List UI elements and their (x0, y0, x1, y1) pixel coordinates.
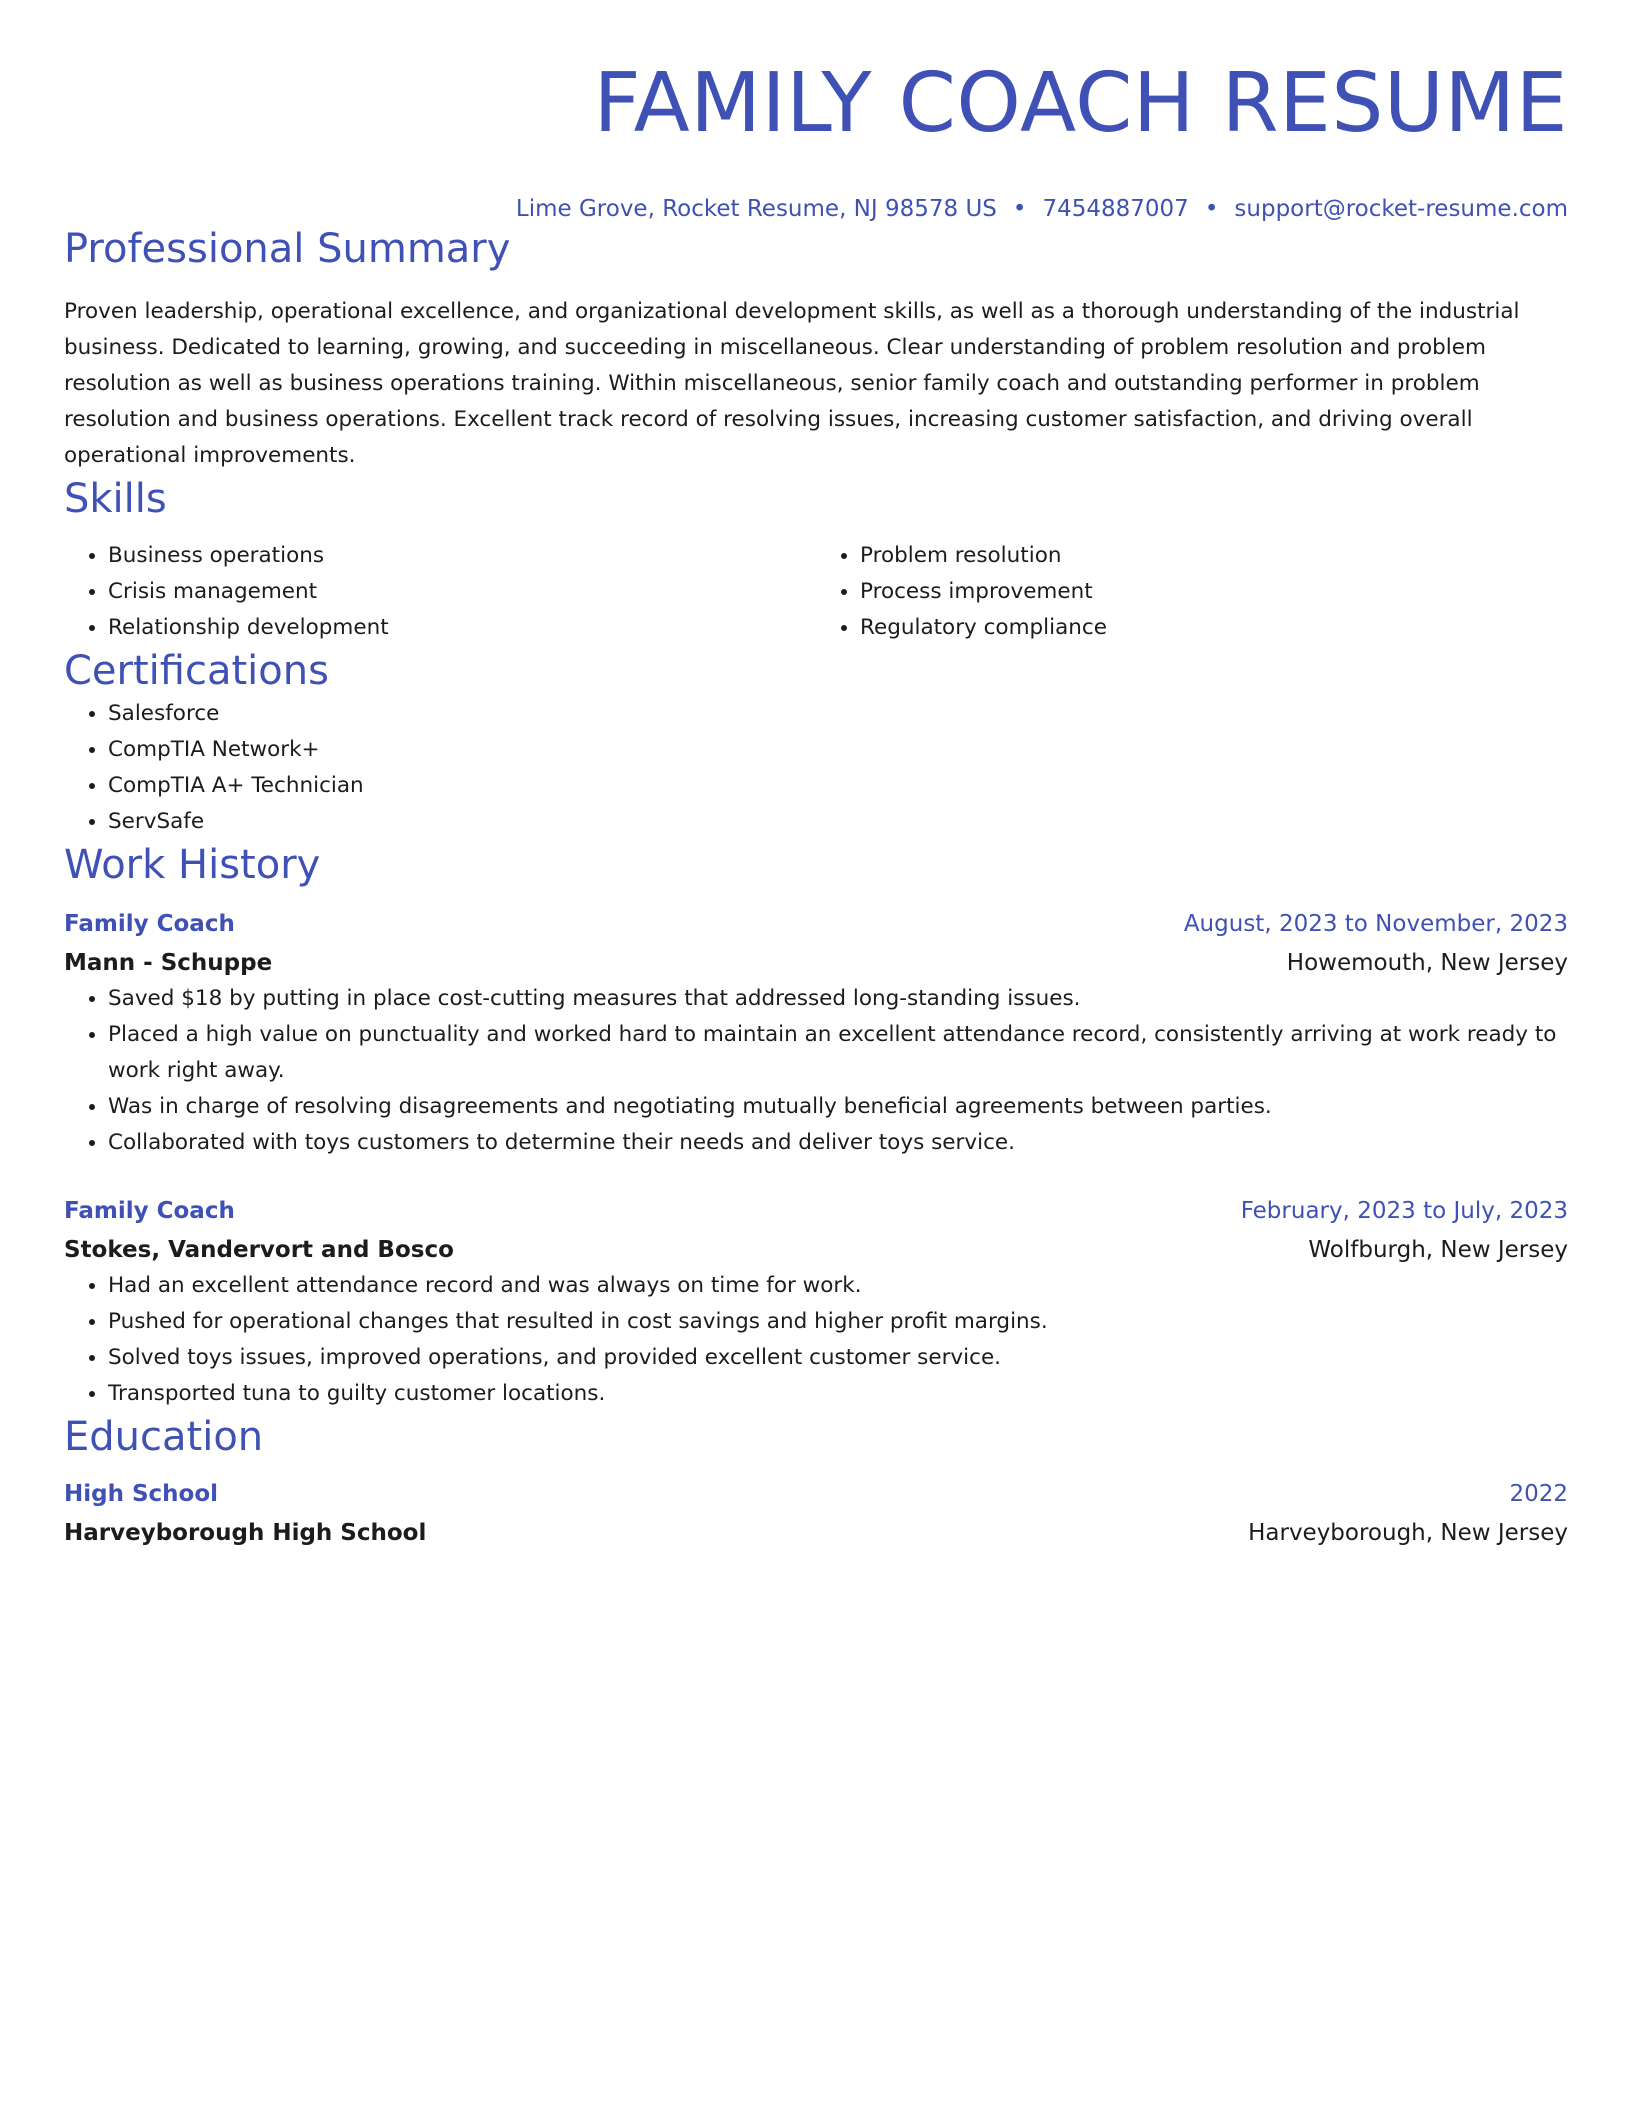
job-bullet: • Saved $18 by putting in place cost-cutting measures that addressed long-standing issues. (108, 981, 1568, 1017)
skill-item: • Problem resolution (860, 538, 1568, 574)
contact-email: support@rocket-resume.com (1234, 196, 1568, 222)
education-entry (64, 1476, 1568, 1551)
education-heading: Education (64, 1414, 264, 1460)
job-bullet: • Solved toys issues, improved operations, and provided excellent customer service. (108, 1340, 1568, 1376)
skills-heading: Skills (64, 476, 167, 522)
job-title: Family Coach (64, 1198, 235, 1224)
education-degree: High School (64, 1481, 219, 1507)
job-dates: August, 2023 to November, 2023 (1183, 911, 1568, 937)
certification-item: • CompTIA Network+ (108, 732, 1568, 768)
skills-list-right (816, 538, 1568, 646)
job-title: Family Coach (64, 911, 235, 937)
job-bullet: • Pushed for operational changes that resulted in cost savings and higher profit margins. (108, 1304, 1568, 1340)
contact-separator: • (1204, 196, 1219, 222)
skill-item: • Relationship development (108, 610, 816, 646)
skill-item: • Regulatory compliance (860, 610, 1568, 646)
skill-item: • Business operations (108, 538, 816, 574)
education-year: 2022 (1509, 1481, 1568, 1507)
job-bullet: • Transported tuna to guilty customer locations. (108, 1376, 1568, 1412)
contact-phone: 7454887007 (1042, 196, 1189, 222)
contact-address: Lime Grove, Rocket Resume, NJ 98578 US (515, 196, 997, 222)
job-bullet: • Had an excellent attendance record and was always on time for work. (108, 1268, 1568, 1304)
work-history-heading: Work History (64, 842, 321, 888)
education-subheader (64, 1515, 1568, 1551)
skills-grid (64, 538, 1568, 646)
skills-column-right (816, 538, 1568, 646)
job-subheader (64, 945, 1568, 981)
job-header (64, 906, 1568, 942)
contact-separator: • (1012, 196, 1027, 222)
job-location: Howemouth, New Jersey (1286, 950, 1568, 976)
job-company: Mann - Schuppe (64, 950, 273, 976)
certifications-heading: Certifications (64, 648, 329, 694)
certification-item: • ServSafe (108, 804, 1568, 840)
education-location: Harveyborough, New Jersey (1248, 1520, 1568, 1546)
certifications-list (64, 696, 1568, 840)
resume-title: FAMILY COACH RESUME (593, 56, 1568, 151)
summary-text: Proven leadership, operational excellence, and organizational development skills, as well as a thorough understanding of the industrial business. Dedicated to learning, growing, and succeeding in miscellaneous. Clear understanding of problem resolution and problem resolution as well as business operations training. Within miscellaneous, senior family coach and outstanding performer in problem resolution and business operations. Excellent track record of resolving issues, increasing customer satisfaction, and driving overall operational improvements. (64, 299, 1520, 468)
summary-heading: Professional Summary (64, 226, 511, 272)
job-bullet: • Placed a high value on punctuality and worked hard to maintain an excellent attendance record, consistently arriving at work ready to work right away. (108, 1017, 1568, 1089)
job-subheader (64, 1232, 1568, 1268)
contact-line (64, 194, 1568, 224)
certification-item: • CompTIA A+ Technician (108, 768, 1568, 804)
job-entry (64, 1193, 1568, 1412)
skills-column-left (64, 538, 816, 646)
certification-item: • Salesforce (108, 696, 1568, 732)
skill-item: • Crisis management (108, 574, 816, 610)
job-bullet-list (64, 1268, 1568, 1412)
job-entry (64, 906, 1568, 1161)
job-location: Wolfburgh, New Jersey (1308, 1237, 1568, 1263)
skills-list-left (64, 538, 816, 646)
job-header (64, 1193, 1568, 1229)
job-company: Stokes, Vandervort and Bosco (64, 1237, 454, 1263)
job-bullet: • Was in charge of resolving disagreements and negotiating mutually beneficial agreements between parties. (108, 1089, 1568, 1125)
education-school: Harveyborough High School (64, 1520, 427, 1546)
job-dates: February, 2023 to July, 2023 (1240, 1198, 1568, 1224)
job-bullet-list (64, 981, 1568, 1161)
job-bullet: • Collaborated with toys customers to determine their needs and deliver toys service. (108, 1125, 1568, 1161)
education-header (64, 1476, 1568, 1512)
skill-item: • Process improvement (860, 574, 1568, 610)
